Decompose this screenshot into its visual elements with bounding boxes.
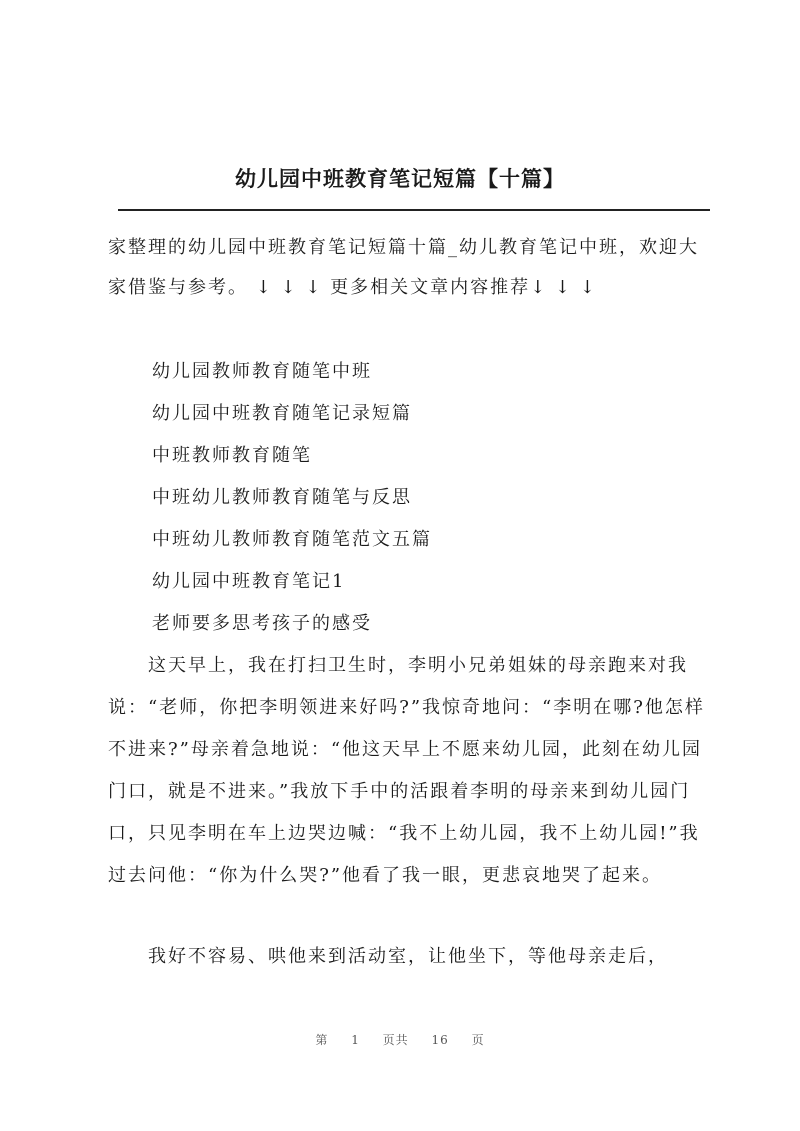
body-paragraph-1: 这天早上，我在打扫卫生时，李明小兄弟姐妹的母亲跑来对我说：“老师，你把李明领进来好吗?”我惊奇地问：“李明在哪?他怎样不进来?”母亲着急地说：“他这天早上不愿来幼儿园，此刻在幼儿园门口，就是不进来。”我放下手中的活跟着李明的母亲来到幼儿园门口，只见李明在车上边哭边喊：“我不上幼儿园，我不上幼儿园!”我过去问他：“你为什么哭?”他看了我一眼，更悲哀地哭了起来。 [108,655,705,886]
related-link-4[interactable]: 中班幼儿教师教育随笔与反思 [152,487,412,508]
page-footer [0,1031,800,1048]
related-link-2[interactable]: 幼儿园中班教育随笔记录短篇 [152,403,412,424]
footer-suffix: 页 [471,1033,485,1047]
related-link-1[interactable]: 幼儿园教师教育随笔中班 [152,361,372,382]
footer-total-pages: 16 [431,1033,449,1047]
footer-prefix: 第 [315,1033,329,1047]
footer-mid: 页共 [382,1033,409,1047]
title-divider [118,209,710,211]
body-paragraph-2: 我好不容易、哄他来到活动室，让他坐下，等他母亲走后， [148,946,668,967]
section-subheading: 老师要多思考孩子的感受 [152,613,372,634]
intro-paragraph: 家整理的幼儿园中班教育笔记短篇十篇_幼儿教育笔记中班，欢迎大家借鉴与参考。 ↓ ↓ ↓ 更多相关文章内容推荐↓ ↓ ↓ [108,237,699,298]
related-link-3[interactable]: 中班教师教育随笔 [152,445,312,466]
footer-current-page: 1 [351,1033,360,1047]
section-heading: 幼儿园中班教育笔记1 [152,571,346,592]
related-links-list [108,351,708,645]
page-title: 幼儿园中班教育笔记短篇【十篇】 [235,166,565,191]
related-link-5[interactable]: 中班幼儿教师教育随笔范文五篇 [152,529,432,550]
